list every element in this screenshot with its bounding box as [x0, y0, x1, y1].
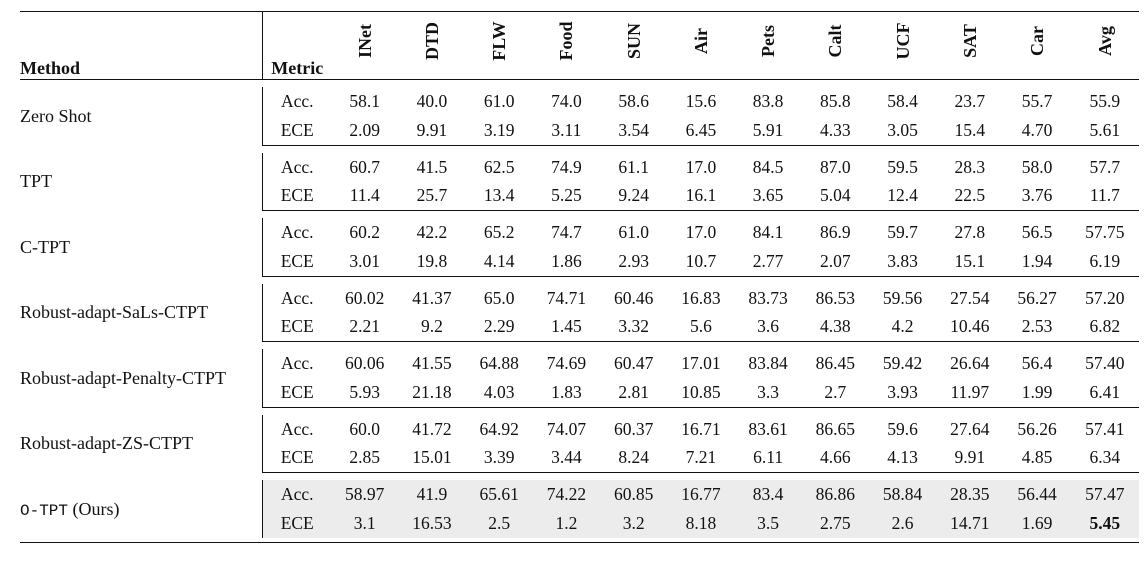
value-cell: 13.4: [466, 182, 533, 211]
metric-label: Acc.: [263, 218, 331, 247]
value-cell: 2.75: [802, 509, 869, 538]
value-cell: 5.25: [533, 182, 600, 211]
value-cell: 58.4: [887, 91, 918, 111]
results-table: [20, 11, 1139, 543]
value-cell: 4.85: [1003, 444, 1070, 473]
value-cell: 42.2: [416, 222, 448, 242]
table-body: [20, 80, 1139, 543]
value-cell: 41.37: [412, 287, 452, 308]
value-cell: 74.22: [533, 480, 600, 509]
value-cell: 65.0: [483, 287, 515, 308]
value-cell: 1.45: [533, 313, 600, 342]
value-cell: 74.0: [551, 91, 582, 111]
value-cell: 41.9: [398, 480, 465, 509]
value-cell: 60.02: [345, 287, 385, 308]
value-cell: 60.37: [613, 418, 654, 439]
value-cell: 3.93: [869, 378, 936, 407]
value-cell: 22.5: [936, 182, 1003, 211]
value-cell: 60.85: [600, 480, 667, 509]
value-cell: 62.5: [483, 156, 515, 177]
metric-label: Acc.: [263, 87, 331, 116]
value-cell: 74.07: [546, 418, 587, 439]
value-cell: 60.47: [613, 353, 654, 373]
value-cell: 6.45: [667, 116, 734, 145]
value-cell: 86.53: [815, 287, 856, 308]
dataset-header-flw: [466, 12, 533, 80]
value-cell: 28.35: [936, 480, 1003, 509]
value-cell: 15.1: [936, 247, 1003, 276]
dataset-header-air: [667, 12, 734, 80]
value-cell: 26.64: [950, 353, 990, 373]
value-cell: 64.92: [479, 418, 519, 439]
value-cell: 3.6: [735, 313, 802, 342]
value-cell: 9.91: [936, 444, 1003, 473]
method-name: [20, 218, 263, 276]
dataset-header-label: Air: [690, 28, 711, 54]
method-name: [20, 87, 263, 145]
value-cell: 3.1: [331, 509, 398, 538]
value-cell: 2.81: [600, 378, 667, 407]
value-cell: 2.09: [331, 116, 398, 145]
method-name: [20, 349, 263, 407]
table-row: [20, 480, 1139, 509]
dataset-header-label: UCF: [892, 22, 913, 60]
value-cell: 6.82: [1071, 313, 1139, 342]
metric-label: Acc.: [263, 153, 331, 182]
dataset-header-label: Avg: [1094, 26, 1115, 56]
value-cell: 61.0: [618, 222, 649, 242]
value-cell: 2.77: [735, 247, 802, 276]
value-cell: 4.66: [802, 444, 869, 473]
metric-label: ECE: [263, 444, 331, 473]
value-cell: 86.9: [820, 222, 851, 242]
value-cell: 3.5: [735, 509, 802, 538]
value-cell: 3.05: [869, 116, 936, 145]
value-cell: 59.6: [887, 418, 918, 439]
value-cell: 3.39: [466, 444, 533, 473]
value-cell: 5.93: [331, 378, 398, 407]
value-cell: 10.85: [667, 378, 734, 407]
dataset-header-car: [1003, 12, 1070, 80]
value-cell: 57.75: [1085, 222, 1125, 242]
value-cell: 65.61: [466, 480, 533, 509]
value-cell: 57.47: [1071, 480, 1139, 509]
value-cell: 2.7: [802, 378, 869, 407]
value-cell: 2.53: [1003, 313, 1070, 342]
dataset-header-label: Pets: [758, 25, 779, 57]
method-name-text: Robust-adapt-ZS-CTPT: [20, 433, 193, 453]
dataset-header-food: [533, 12, 600, 80]
dataset-header-label: SAT: [959, 24, 980, 58]
dataset-header-calt: [802, 12, 869, 80]
method-header: Method: [20, 58, 80, 78]
method-name-text: Zero Shot: [20, 105, 92, 126]
value-cell: 11.4: [331, 182, 398, 211]
value-cell: 87.0: [820, 156, 851, 177]
value-cell: 1.99: [1003, 378, 1070, 407]
method-name-text: C-TPT: [20, 236, 71, 257]
value-cell: 60.46: [613, 287, 654, 308]
dataset-header-inet: [331, 12, 398, 80]
value-cell: 10.46: [936, 313, 1003, 342]
metric-label: ECE: [263, 378, 331, 407]
dataset-header-label: DTD: [421, 22, 442, 61]
method-name: [20, 480, 263, 538]
value-cell: 3.19: [466, 116, 533, 145]
value-cell: 64.88: [479, 353, 519, 373]
value-cell: 4.03: [466, 378, 533, 407]
dataset-header-label: Food: [556, 21, 577, 61]
value-cell: 16.71: [681, 418, 721, 439]
value-cell: 57.7: [1089, 156, 1121, 177]
method-name-text: O-TPT: [20, 501, 69, 520]
value-cell: 1.86: [533, 247, 600, 276]
value-cell: 60.0: [349, 418, 381, 439]
value-cell: 7.21: [667, 444, 734, 473]
dataset-header-pets: [735, 12, 802, 80]
dataset-header-sat: [936, 12, 1003, 80]
value-cell: 2.5: [466, 509, 533, 538]
table-row: [20, 415, 1139, 444]
value-cell: 84.5: [752, 156, 784, 177]
value-cell: 27.64: [950, 418, 990, 439]
value-cell: 56.27: [1017, 287, 1057, 308]
value-cell: 3.01: [331, 247, 398, 276]
value-cell: 83.8: [752, 91, 784, 111]
value-cell: 58.84: [869, 480, 936, 509]
value-cell: 15.01: [398, 444, 465, 473]
value-cell: 74.7: [551, 222, 582, 242]
method-name-text: Robust-adapt-Penalty-CTPT: [20, 367, 226, 388]
value-cell: 2.6: [869, 509, 936, 538]
value-cell: 61.1: [618, 156, 649, 177]
value-cell: 9.24: [600, 182, 667, 211]
value-cell: 2.29: [466, 313, 533, 342]
value-cell: 9.2: [398, 313, 465, 342]
table-row: [20, 218, 1139, 247]
value-cell: 27.54: [950, 287, 990, 308]
dataset-header-sun: [600, 12, 667, 80]
value-cell: 4.2: [869, 313, 936, 342]
value-cell: 86.86: [802, 480, 869, 509]
metric-label: ECE: [263, 509, 331, 538]
value-cell: 56.26: [1017, 418, 1057, 439]
value-cell: 86.45: [815, 353, 856, 373]
table-row: [20, 284, 1139, 313]
value-cell: 58.0: [1021, 156, 1053, 177]
value-cell: 41.72: [412, 418, 452, 439]
value-cell: 58.6: [618, 91, 649, 111]
value-cell: 65.2: [483, 222, 515, 242]
value-cell: 55.9: [1089, 91, 1121, 111]
value-cell: 60.2: [349, 222, 381, 242]
value-cell: 74.71: [546, 287, 587, 308]
method-name: [20, 415, 263, 473]
value-cell: 59.42: [882, 353, 923, 373]
table-row: [20, 153, 1139, 182]
value-cell: 56.44: [1003, 480, 1070, 509]
value-cell: 6.19: [1071, 247, 1139, 276]
value-cell: 19.8: [398, 247, 465, 276]
value-cell: 2.21: [331, 313, 398, 342]
metric-label: ECE: [263, 313, 331, 342]
value-cell: 60.7: [349, 156, 381, 177]
value-cell: 4.13: [869, 444, 936, 473]
value-cell: 83.73: [748, 287, 788, 308]
value-cell: 12.4: [869, 182, 936, 211]
value-cell: 25.7: [398, 182, 465, 211]
value-cell: 83.4: [735, 480, 802, 509]
value-cell: 59.56: [882, 287, 923, 308]
dataset-header-ucf: [869, 12, 936, 80]
value-cell: 2.85: [331, 444, 398, 473]
metric-label: ECE: [263, 247, 331, 276]
value-cell: 59.7: [887, 222, 918, 242]
value-cell: 57.40: [1085, 353, 1125, 373]
value-cell: 74.69: [546, 353, 587, 373]
value-cell: 3.76: [1003, 182, 1070, 211]
value-cell: 16.1: [667, 182, 734, 211]
metric-label: Acc.: [263, 284, 331, 313]
value-cell: 16.83: [681, 287, 721, 308]
value-cell: 3.44: [533, 444, 600, 473]
value-cell: 23.7: [954, 91, 986, 111]
metric-label: Acc.: [263, 349, 331, 378]
value-cell: 17.0: [685, 156, 717, 177]
metric-label: ECE: [263, 182, 331, 211]
header-row: [20, 12, 1139, 80]
value-cell: 17.01: [681, 353, 721, 373]
value-cell: 1.83: [533, 378, 600, 407]
metric-label: ECE: [263, 116, 331, 145]
value-cell: 58.1: [349, 91, 381, 111]
dataset-header-label: Car: [1027, 26, 1048, 56]
value-cell: 59.5: [887, 156, 918, 177]
value-cell: 56.4: [1021, 353, 1053, 373]
metric-label: Acc.: [263, 415, 331, 444]
value-cell: 3.65: [735, 182, 802, 211]
value-cell: 83.61: [748, 418, 788, 439]
value-cell: 3.2: [600, 509, 667, 538]
value-cell: 1.94: [1003, 247, 1070, 276]
value-cell: 16.77: [667, 480, 734, 509]
value-cell: 6.11: [735, 444, 802, 473]
value-cell: 56.5: [1021, 222, 1053, 242]
value-cell: 3.83: [869, 247, 936, 276]
value-cell: 9.91: [398, 116, 465, 145]
value-cell: 5.91: [735, 116, 802, 145]
value-cell: 27.8: [954, 222, 986, 242]
value-cell: 60.06: [345, 353, 385, 373]
value-cell: 85.8: [820, 91, 851, 111]
value-cell: 55.7: [1021, 91, 1053, 111]
method-name: [20, 284, 263, 342]
value-cell: 86.65: [815, 418, 856, 439]
dataset-header-label: FLW: [489, 21, 510, 61]
value-cell: 5.04: [802, 182, 869, 211]
value-cell: 1.69: [1003, 509, 1070, 538]
metric-header: Metric: [263, 12, 331, 80]
value-cell: 5.6: [667, 313, 734, 342]
table-row: [20, 87, 1139, 116]
value-cell: 74.9: [551, 156, 582, 177]
table-row: [20, 349, 1139, 378]
value-cell: 57.41: [1085, 418, 1125, 439]
value-cell: 1.2: [533, 509, 600, 538]
value-cell: 4.14: [466, 247, 533, 276]
value-cell: 3.54: [600, 116, 667, 145]
dataset-header-avg: [1071, 12, 1139, 80]
value-cell: 4.33: [802, 116, 869, 145]
value-cell: 83.84: [748, 353, 788, 373]
value-cell: 3.11: [533, 116, 600, 145]
value-cell: 6.41: [1071, 378, 1139, 407]
value-cell: 41.55: [412, 353, 452, 373]
value-cell: 40.0: [416, 91, 448, 111]
metric-label: Acc.: [263, 480, 331, 509]
value-cell: 16.53: [398, 509, 465, 538]
dataset-header-label: Calt: [825, 24, 846, 58]
value-cell: 2.07: [802, 247, 869, 276]
value-cell: 8.18: [667, 509, 734, 538]
value-cell: 10.7: [667, 247, 734, 276]
value-cell: 28.3: [954, 156, 986, 177]
value-cell: 4.70: [1003, 116, 1070, 145]
value-cell: 15.6: [685, 91, 717, 111]
value-cell: 2.93: [600, 247, 667, 276]
dataset-header-label: SUN: [623, 23, 644, 60]
method-name-text: Robust-adapt-SaLs-CTPT: [20, 302, 208, 322]
value-cell: 3.32: [600, 313, 667, 342]
value-cell: 84.1: [752, 222, 784, 242]
value-cell: 11.97: [936, 378, 1003, 407]
method-name: [20, 153, 263, 211]
value-cell: 5.61: [1071, 116, 1139, 145]
value-cell: 3.3: [735, 378, 802, 407]
value-cell: 17.0: [685, 222, 717, 242]
dataset-header-dtd: [398, 12, 465, 80]
value-cell: 6.34: [1071, 444, 1139, 473]
value-cell: 15.4: [936, 116, 1003, 145]
dataset-header-label: INet: [354, 24, 375, 58]
value-cell: 4.38: [802, 313, 869, 342]
value-cell: 61.0: [483, 91, 515, 111]
method-name-text: TPT: [20, 171, 53, 191]
value-cell: 57.20: [1085, 287, 1125, 308]
value-cell: 41.5: [416, 156, 448, 177]
value-cell: 5.45: [1071, 509, 1139, 538]
value-cell: 14.71: [936, 509, 1003, 538]
value-cell: 8.24: [600, 444, 667, 473]
value-cell: 11.7: [1071, 182, 1139, 211]
value-cell: 58.97: [331, 480, 398, 509]
method-name-suffix: (Ours): [68, 498, 120, 519]
value-cell: 21.18: [398, 378, 465, 407]
